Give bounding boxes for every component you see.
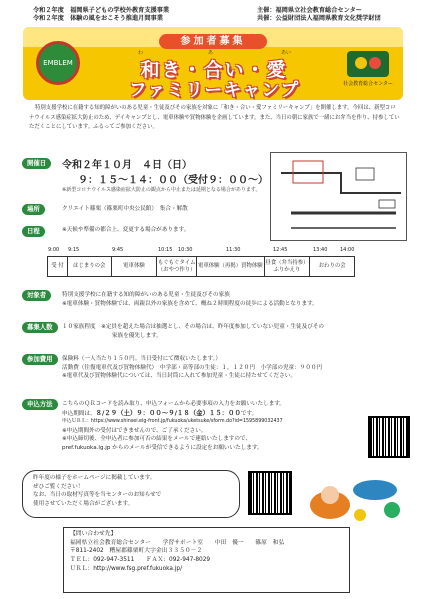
schedule-cell: 電車体験 — [112, 257, 158, 276]
place-text: クリエイト篠栗（篠栗町中央公民館） 集合・解散 — [62, 206, 188, 212]
ruby-wa: わ — [138, 50, 144, 56]
place-label: 場所 — [22, 204, 45, 215]
fee-label: 参加費用 — [22, 354, 58, 365]
homepage-bubble: 昨年度の様子をホームページに掲載しています。 ぜひご覧ください！ なお、当日の取材写真等を当センターのお知らせで 使用させていただく場合がございます。 — [22, 470, 240, 518]
schedule-cell: はじまりの会 — [68, 257, 112, 276]
intro-paragraph: 特別支援学校に在籍する知的障がいのある児童・生徒及びその家族を対象に「和き・合い・愛ファミリーキャンプ」を開催します。今回は、新型コロナウイルス感染症拡大防止のため、デイキャンプとし、電車体験や買物体験を企画しています。また、当日の朝に家族で一緒にお弁当を作り、持参していただくことにしています。ふるってご参加ください。 — [29, 105, 400, 131]
schedule-cell: 昼食（弁当持参）ふりかえり — [265, 257, 311, 276]
venue-map — [270, 152, 407, 241]
date-day: 令和２年１０月 ４日（日） — [62, 160, 192, 171]
fee-text: 保険料（一人当たり１５０円。当日受付にて徴収いたします。） 活動費（往復電車代及び買物体験代） 中学部・高等部の生徒：１，１２０円 小学部の児童：９００円 ※電車代及び買物体験代については、当日封筒に入れて参加児童・生徒に持たせてください。 — [62, 356, 323, 380]
schedule-cell: 受 付 — [48, 257, 68, 276]
apply-text: こちらのＱＲコードを読み取り、申込フォームから必要事項の入力をお願いいたします。 申込期間は、８/２９（土）９：００～９/１８（金）１５：００です。 申込ＵＲＬ：https://www.shinsei.elg-front.jp/fukuoka/uketsuke/sform.do?id=1595899032437 ※申込期間外の受付はできませんので、ご了承ください。 ※申込締切後、全申込者に参加可否の結果をメールで連絡いたしますので、 pref.fukuoka.lg.jp からのメールが受信できるように設定をお願いいたします。 — [62, 400, 362, 453]
apply-url[interactable]: 申込ＵＲＬ：https://www.shinsei.elg-front.jp/fukuoka/uketsuke/sform.do?id=1595899032437 — [62, 419, 283, 425]
date-time: ９：１５～１４：００（受付９：００～） — [78, 175, 268, 186]
apply-qr-code[interactable] — [368, 416, 410, 458]
ruby-ai: あい — [281, 50, 292, 56]
contact-url[interactable]: ＵＲＬ：http://www.fsg.pref.fukuoka.jp/ — [70, 565, 183, 572]
header-sponsors-left: 令和２年度 福岡県子どもの学校外教育支援事業 令和２年度 体験の風をおこそう推進月間事業 — [33, 7, 170, 22]
capacity-label: 募集人数 — [22, 322, 58, 333]
recruit-tag: 参加者募集 — [159, 34, 267, 49]
mascot-illustration-icon — [300, 465, 410, 525]
schedule-label: 日程 — [22, 226, 45, 237]
target-text: 特別支援学校に在籍する知的障がいのある児童・生徒及びその家族 ※電車体験・買物体験では、両親以外の家族を含めて、概ね２時間程度の徒歩による活動となります。 — [62, 292, 318, 307]
schedule-cell: もぐもぐタイム（おやつ作り） — [157, 257, 197, 276]
center-mascot-icon — [343, 41, 393, 87]
schedule-times: 9:00 9:15 9:45 10:15 10:30 11:30 12:45 13:40 14:00 — [48, 247, 355, 253]
schedule-table — [47, 256, 355, 277]
schedule-cell: 電車体験（再掲）買物体験 — [197, 257, 265, 276]
header-organizers: 主催：福岡県立社会教育総合センター 共催：公益財団法人福岡県教育文化奨学財団 — [257, 7, 381, 22]
banner-title-sub: ファミリーキャンプ — [128, 80, 300, 100]
ruby-a: あ — [208, 50, 214, 56]
date-label: 開催日 — [22, 158, 51, 169]
schedule-cell: おわりの会 — [318, 263, 346, 269]
banner-title-main: 和き・合い・愛 — [140, 59, 288, 81]
emblem-icon: EMBLEM — [36, 41, 80, 85]
schedule-note: ※天候や準備の都合上、変更する場合があります。 — [62, 227, 190, 233]
contact-box: 【問い合わせ先】 福岡県立社会教育総合センター 学習サポート室 中田 優一 篠原 和弘 〒811-2402 糟屋郡篠栗町大字金出３３５０－２ ＴＥＬ：092-947-3511 ＦＡＸ：092-947-8029 ＵＲＬ：http://www.fsg.pref.fukuoka.jp/ — [63, 527, 350, 593]
svg-text:社会教育総合センター: 社会教育総合センター — [343, 81, 393, 87]
date-note: ※新型コロナウイルス感染症拡大防止の観点から中止または延期となる場合があります。 — [62, 187, 261, 193]
capacity-text: １０家族程度 ※定員を超えた場合は抽選とし、その場合は、昨年度参加していない児童・生徒及びその 家族を優先します。 — [62, 324, 325, 339]
apply-label: 申込方法 — [22, 399, 58, 410]
title-banner — [23, 27, 403, 100]
target-label: 対象者 — [22, 290, 51, 301]
homepage-qr-code[interactable] — [248, 471, 292, 515]
